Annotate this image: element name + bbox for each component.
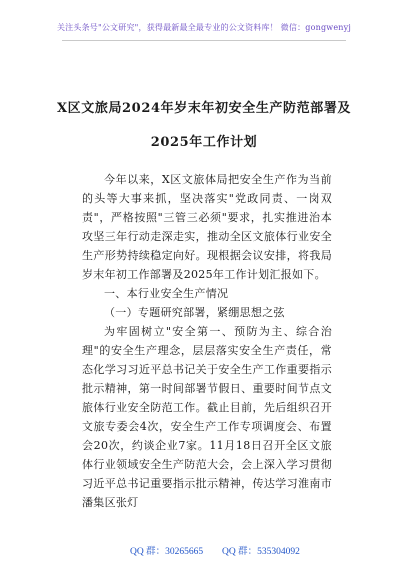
document-body bbox=[82, 170, 332, 512]
footer-qq-group-1: QQ 群：30265665 bbox=[130, 547, 204, 557]
footer-qq-group-2: QQ 群：535304092 bbox=[222, 547, 300, 557]
section-heading: 一、本行业安全生产情况 bbox=[104, 287, 229, 300]
document-title: X区文旅局2024年岁末年初安全生产防范部署及2025年工作计划 bbox=[56, 101, 352, 150]
body-paragraph: 为牢固树立"安全第一、预防为主、综合治理"的安全生产理念，层层落实安全生产责任，常态化学习习近平总书记关于安全生产工作重要指示批示精神，第一时间部署节假日、重要时间节点文旅体行业安全防范工作。截止目前，先后组织召开文旅专委会4次，安全生产工作专项调度会、布置会20次，约谈企业7家。11月18日召开全区文旅体行业领域安全生产防范大会，会上深入学习贯彻习近平总书记重要指示批示精神，传达学习淮南市潘集区张灯 bbox=[82, 325, 332, 509]
header-divider bbox=[62, 40, 346, 41]
subsection-heading: （一）专题研究部署，紧绷思想之弦 bbox=[104, 306, 285, 319]
footer bbox=[0, 543, 408, 557]
intro-paragraph: 今年以来，X区文旅体局把安全生产作为当前的头等大事来抓，坚决落实"党政同责、一岗双责"，严格按照"三管三必须"要求，扎实推进治本攻坚三年行动走深走实，推动全区文旅体行业安全生产形势持续稳定向好。现根据会议安排，将我局岁末年初工作部署及2025年工作计划汇报如下。 bbox=[82, 173, 332, 281]
header-banner: 关注头条号"公文研究"，获得最新最全最专业的公文资料库！ 微信：gongwenyj bbox=[56, 23, 352, 32]
